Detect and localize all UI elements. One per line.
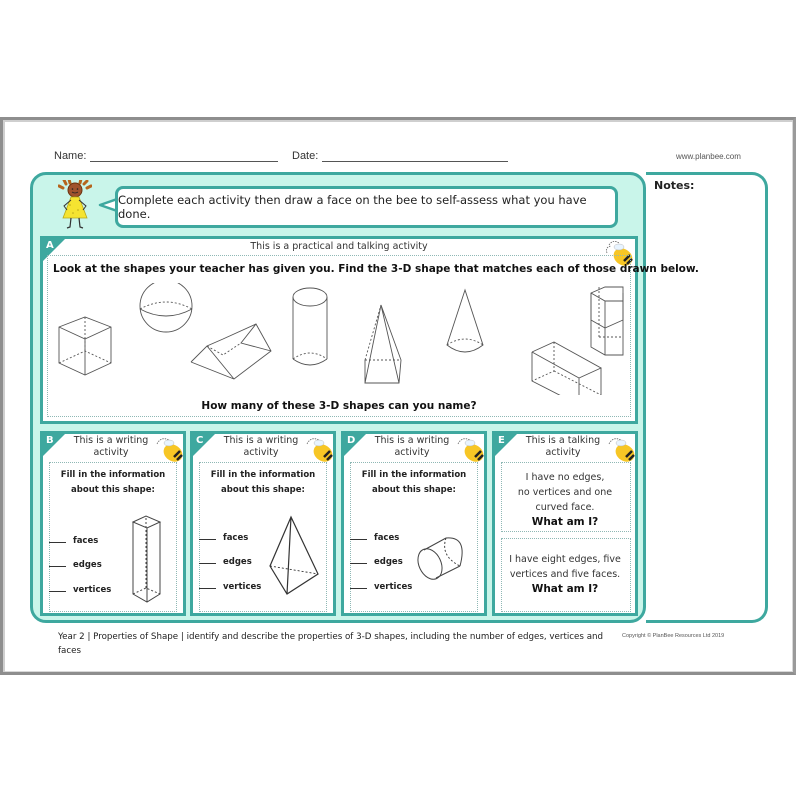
panel-letter: E	[498, 435, 505, 446]
fill-in-title-line2: about this shape:	[71, 485, 155, 495]
square-pyramid-icon	[365, 305, 401, 383]
activity-type-line1: This is a writing	[374, 435, 450, 446]
fill-in-title-line2: about this shape:	[221, 485, 305, 495]
fill-in-title	[43, 468, 183, 498]
vertices-blank-row[interactable]	[350, 582, 412, 592]
faces-label: faces	[223, 533, 249, 543]
shapes-illustration	[51, 283, 631, 395]
edges-blank-row[interactable]	[199, 557, 252, 567]
faces-blank-row[interactable]	[49, 536, 98, 546]
fill-in-title-line1: Fill in the information	[60, 470, 166, 480]
edges-label: edges	[374, 557, 403, 567]
instructions-text: Complete each activity then draw a face on the bee to self-assess what you have done.	[118, 193, 587, 221]
square-prism-icon	[130, 514, 164, 608]
faces-blank-row[interactable]	[199, 533, 248, 543]
riddle-1	[495, 470, 635, 530]
activity-type	[61, 435, 161, 459]
answer-blank[interactable]	[350, 539, 367, 540]
website-label: www.planbee.com	[676, 152, 741, 161]
triangular-prism-icon	[191, 324, 271, 379]
copyright-label: Copyright © PlanBee Resources Ltd 2019	[622, 633, 725, 639]
sphere-icon	[140, 283, 192, 332]
activity-type-line1: This is a talking	[525, 435, 601, 446]
activity-panel-e	[492, 431, 638, 616]
activity-type-line1: This is a writing	[73, 435, 149, 446]
cube-icon	[59, 317, 111, 375]
notes-box[interactable]	[646, 172, 768, 623]
date-field[interactable]	[292, 150, 508, 162]
panel-letter: A	[46, 240, 54, 251]
vertices-label: vertices	[374, 582, 413, 592]
cylinder-icon	[293, 288, 327, 365]
activity-panel-a	[40, 236, 699, 424]
riddle-1-line3: curved face.	[535, 502, 595, 513]
answer-blank[interactable]	[350, 588, 367, 589]
riddle-1-line1: I have no edges,	[525, 472, 605, 483]
answer-blank[interactable]	[49, 591, 66, 592]
cylinder-icon	[416, 534, 472, 584]
activity-type	[513, 435, 613, 459]
fill-in-title	[193, 468, 333, 498]
edges-blank-row[interactable]	[350, 557, 403, 567]
activity-type-line1: This is a writing	[223, 435, 299, 446]
panel-letter: B	[46, 435, 54, 446]
activity-type	[211, 435, 311, 459]
answer-blank[interactable]	[199, 588, 216, 589]
date-label: Date:	[292, 150, 319, 162]
faces-label: faces	[73, 536, 99, 546]
edges-blank-row[interactable]	[49, 560, 102, 570]
riddle-2-line1: I have eight edges, five	[509, 554, 621, 565]
curriculum-footer: Year 2 | Properties of Shape | identify and describe the properties of 3-D shapes, including the number of edges, vertices and faces	[58, 632, 604, 656]
name-line[interactable]	[90, 150, 278, 162]
panel-letter: C	[196, 435, 204, 446]
triangular-pyramid-icon	[268, 514, 323, 599]
panel-a-question: How many of these 3-D shapes can you name?	[201, 400, 477, 412]
activity-type-line2: activity	[394, 447, 430, 458]
vertices-label: vertices	[223, 582, 262, 592]
activity-type: This is a practical and talking activity	[250, 241, 428, 252]
riddle-2	[495, 552, 635, 597]
cuboid-icon	[532, 342, 601, 395]
activity-panel-d	[341, 431, 487, 616]
instructions-bubble	[115, 186, 618, 228]
fill-in-title-line1: Fill in the information	[361, 470, 467, 480]
answer-blank[interactable]	[199, 563, 216, 564]
vertices-blank-row[interactable]	[199, 582, 261, 592]
riddle-2-question: What am I?	[531, 583, 599, 595]
panel-a-instruction: Look at the shapes your teacher has given you. Find the 3-D shape that matches each of those drawn below.	[53, 263, 699, 275]
name-field[interactable]	[54, 150, 278, 162]
riddle-2-line2: vertices and five faces.	[509, 569, 621, 580]
hexagonal-prism-icon	[591, 287, 623, 355]
name-label: Name:	[54, 150, 87, 162]
faces-blank-row[interactable]	[350, 533, 399, 543]
fill-in-title-line1: Fill in the information	[210, 470, 316, 480]
cone-icon	[447, 290, 483, 352]
activity-type	[362, 435, 462, 459]
activity-type-line2: activity	[93, 447, 129, 458]
activity-type-line2: activity	[243, 447, 279, 458]
riddle-1-question: What am I?	[531, 516, 599, 528]
notes-label: Notes:	[654, 179, 695, 192]
riddle-1-line2: no vertices and one	[517, 487, 613, 498]
vertices-label: vertices	[73, 585, 112, 595]
panel-letter: D	[347, 435, 356, 446]
date-line[interactable]	[322, 150, 508, 162]
activity-panel-c	[190, 431, 336, 616]
answer-blank[interactable]	[199, 539, 216, 540]
fill-in-title	[344, 468, 484, 498]
edges-label: edges	[223, 557, 252, 567]
edges-label: edges	[73, 560, 102, 570]
fill-in-title-line2: about this shape:	[372, 485, 456, 495]
vertices-blank-row[interactable]	[49, 585, 111, 595]
answer-blank[interactable]	[49, 566, 66, 567]
activity-panel-b	[40, 431, 186, 616]
girl-character-icon	[58, 180, 92, 230]
activity-type-line2: activity	[545, 447, 581, 458]
answer-blank[interactable]	[350, 563, 367, 564]
answer-blank[interactable]	[49, 542, 66, 543]
faces-label: faces	[374, 533, 400, 543]
